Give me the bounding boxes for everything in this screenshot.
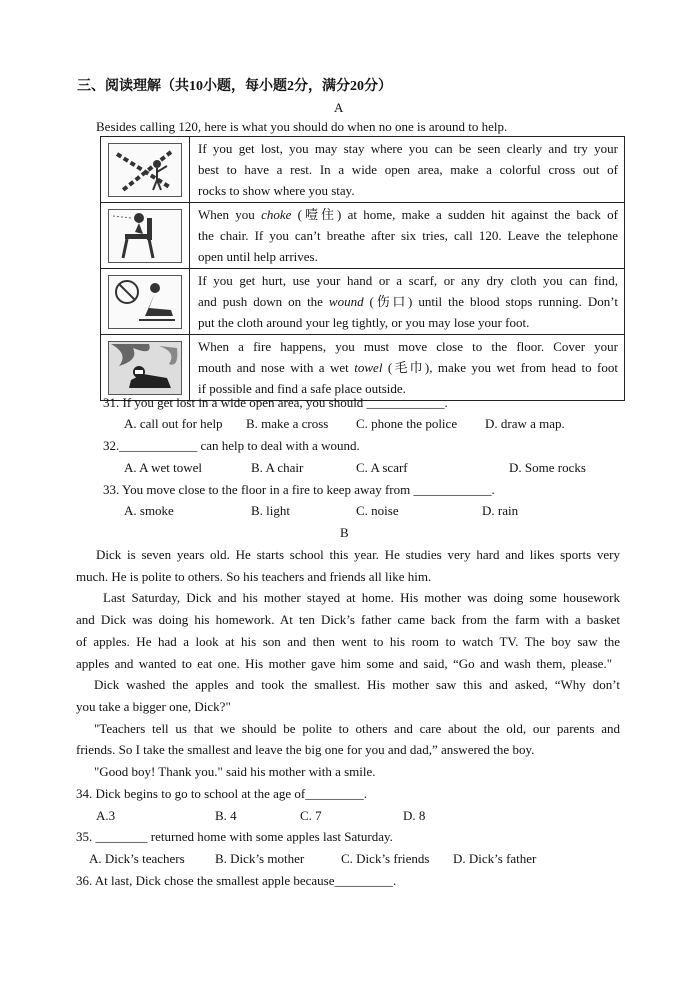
question-31: 31. If you get lost in a wide open area, you should ____________. xyxy=(103,395,448,410)
question-32: 32.____________ can help to deal with a wound. xyxy=(103,438,360,453)
option: B. 4 xyxy=(215,808,237,823)
section-title: 三、阅读理解（共10小题，每小题2分，满分20分） xyxy=(77,79,392,94)
option: A. A wet towel xyxy=(124,460,202,475)
passage-b-line: friends. So I take the smallest and leave the big one for you and dad,” answered the boy. xyxy=(76,742,535,757)
passage-b-line: Dick is seven years old. He starts school this year. He studies very hard and likes sports very xyxy=(96,547,620,562)
tip-row-wound xyxy=(101,269,625,335)
option: A. smoke xyxy=(124,503,174,518)
option: D. 8 xyxy=(403,808,426,823)
tip-text-line: mouth and nose with a wet towel (毛巾), make you wet from head to foot xyxy=(198,360,618,375)
option: B. make a cross xyxy=(246,416,329,431)
question-34: 34. Dick begins to go to school at the age of_________. xyxy=(76,786,368,801)
option: D. Dick’s father xyxy=(453,851,537,866)
option: D. rain xyxy=(482,503,519,518)
option: A. call out for help xyxy=(124,416,223,431)
tip-text-line: put the cloth around your leg tightly, or you may lose your foot. xyxy=(198,315,530,330)
option: C. 7 xyxy=(300,808,322,823)
question-36: 36. At last, Dick chose the smallest apple because_________. xyxy=(76,873,397,888)
passage-b-line: much. He is polite to others. So his teachers and friends all like him. xyxy=(76,569,432,584)
tip-text-line: When you choke (噎住) at home, make a sudden hit against the back of xyxy=(198,207,618,222)
fire-escape-icon xyxy=(108,341,182,395)
tip-text-line: open until help arrives. xyxy=(198,249,318,264)
passage-b-line: you take a bigger one, Dick?" xyxy=(76,699,231,714)
option: C. Dick’s friends xyxy=(341,851,430,866)
tip-text-line: best to have a rest. In a wide open area, make a colorful cross out of xyxy=(198,162,618,177)
option: B. A chair xyxy=(251,460,304,475)
option: C. noise xyxy=(356,503,399,518)
passage-b-line: "Teachers tell us that we should be polite to others and care about the old, our parents and xyxy=(94,721,620,736)
option: A.3 xyxy=(96,808,116,823)
passage-b-line: Last Saturday, Dick and his mother stayed at home. His mother was doing some housework xyxy=(103,590,620,605)
choking-chair-icon xyxy=(108,209,182,263)
passage-b-line: of apples. He had a look at his son and then went to his room to watch TV. The boy saw the xyxy=(76,634,620,649)
option: B. Dick’s mother xyxy=(215,851,305,866)
passage-a-intro: Besides calling 120, here is what you should do when no one is around to help. xyxy=(96,119,508,134)
option: D. draw a map. xyxy=(485,416,565,431)
passage-b-line: and Dick was doing his homework. At ten Dick’s father came back from the farm with a basket xyxy=(76,612,620,627)
passage-b-line: apples and wanted to eat one. His mother gave him some and said, “Go and wash them, please." xyxy=(76,656,612,671)
tip-text-line: the chair. If you can’t breathe after six tries, call 120. Leave the telephone xyxy=(198,228,618,243)
lost-in-desert-icon xyxy=(108,143,182,197)
question-35: 35. ________ returned home with some apples last Saturday. xyxy=(76,829,393,844)
passage-b-line: "Good boy! Thank you." said his mother with a smile. xyxy=(94,764,376,779)
tip-row-lost xyxy=(101,137,625,203)
option: D. Some rocks xyxy=(509,460,586,475)
tip-text-line: When a fire happens, you must move close to the floor. Cover your xyxy=(198,339,618,354)
passage-a-label: A xyxy=(334,100,344,115)
option: C. A scarf xyxy=(356,460,408,475)
question-33: 33. You move close to the floor in a fire to keep away from ____________. xyxy=(103,482,495,497)
option: A. Dick’s teachers xyxy=(89,851,185,866)
tip-row-choke xyxy=(101,203,625,269)
passage-b-label: B xyxy=(340,525,349,540)
wound-first-aid-icon xyxy=(108,275,182,329)
tip-text-line: If you get lost, you may stay where you can be seen clearly and try your xyxy=(198,141,618,156)
tips-table xyxy=(100,136,625,401)
tip-text-line: and push down on the wound (伤口) until the blood stops running. Don’t xyxy=(198,294,618,309)
option: C. phone the police xyxy=(356,416,458,431)
tip-text-line: if possible and find a safe place outside. xyxy=(198,381,406,396)
tip-text-line: rocks to show where you stay. xyxy=(198,183,355,198)
passage-b-line: Dick washed the apples and took the smallest. His mother saw this and asked, “Why don’t xyxy=(94,677,620,692)
tip-row-fire xyxy=(101,335,625,401)
option: B. light xyxy=(251,503,291,518)
tip-text-line: If you get hurt, use your hand or a scarf, or any dry cloth you can find, xyxy=(198,273,618,288)
